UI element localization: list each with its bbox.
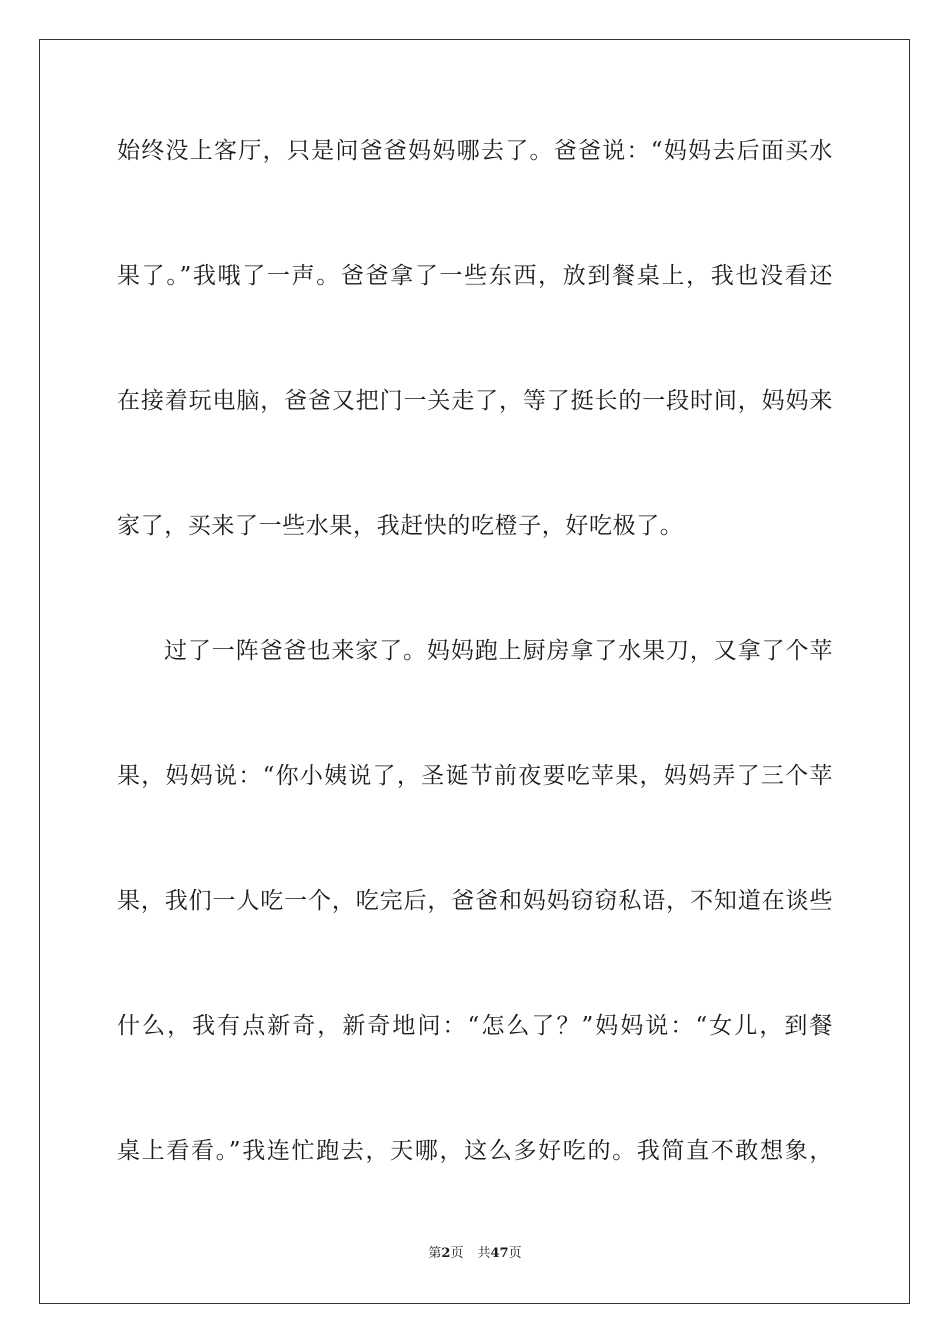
text-line-8: 什么，我有点新奇，新奇地问：“怎么了？”妈妈说：“女儿，到餐 — [117, 1013, 833, 1039]
text-line-2: 果了。”我哦了一声。爸爸拿了一些东西，放到餐桌上，我也没看还 — [117, 263, 833, 289]
page-number: 2 — [441, 1246, 451, 1261]
page-footer — [0, 1245, 950, 1263]
text-line-5: 过了一阵爸爸也来家了。妈妈跑上厨房拿了水果刀，又拿了个苹 — [164, 638, 833, 664]
page-suffix: 页 — [450, 1246, 464, 1261]
page-prefix: 第 — [428, 1246, 442, 1261]
total-prefix: 共 — [477, 1246, 491, 1261]
text-line-7: 果，我们一人吃一个，吃完后，爸爸和妈妈窃窃私语，不知道在谈些 — [117, 888, 833, 914]
total-pages: 47 — [490, 1246, 509, 1261]
text-line-1: 始终没上客厅，只是问爸爸妈妈哪去了。爸爸说：“妈妈去后面买水 — [117, 138, 833, 164]
text-line-6: 果，妈妈说：“你小姨说了，圣诞节前夜要吃苹果，妈妈弄了三个苹 — [117, 763, 833, 789]
total-suffix: 页 — [508, 1246, 522, 1261]
text-line-3: 在接着玩电脑，爸爸又把门一关走了，等了挺长的一段时间，妈妈来 — [117, 388, 833, 414]
page-border — [39, 39, 910, 1304]
text-line-9: 桌上看看。”我连忙跑去，天哪，这么多好吃的。我简直不敢想象， — [117, 1138, 833, 1164]
text-line-4: 家了，买来了一些水果，我赶快的吃橙子，好吃极了。 — [117, 513, 684, 539]
